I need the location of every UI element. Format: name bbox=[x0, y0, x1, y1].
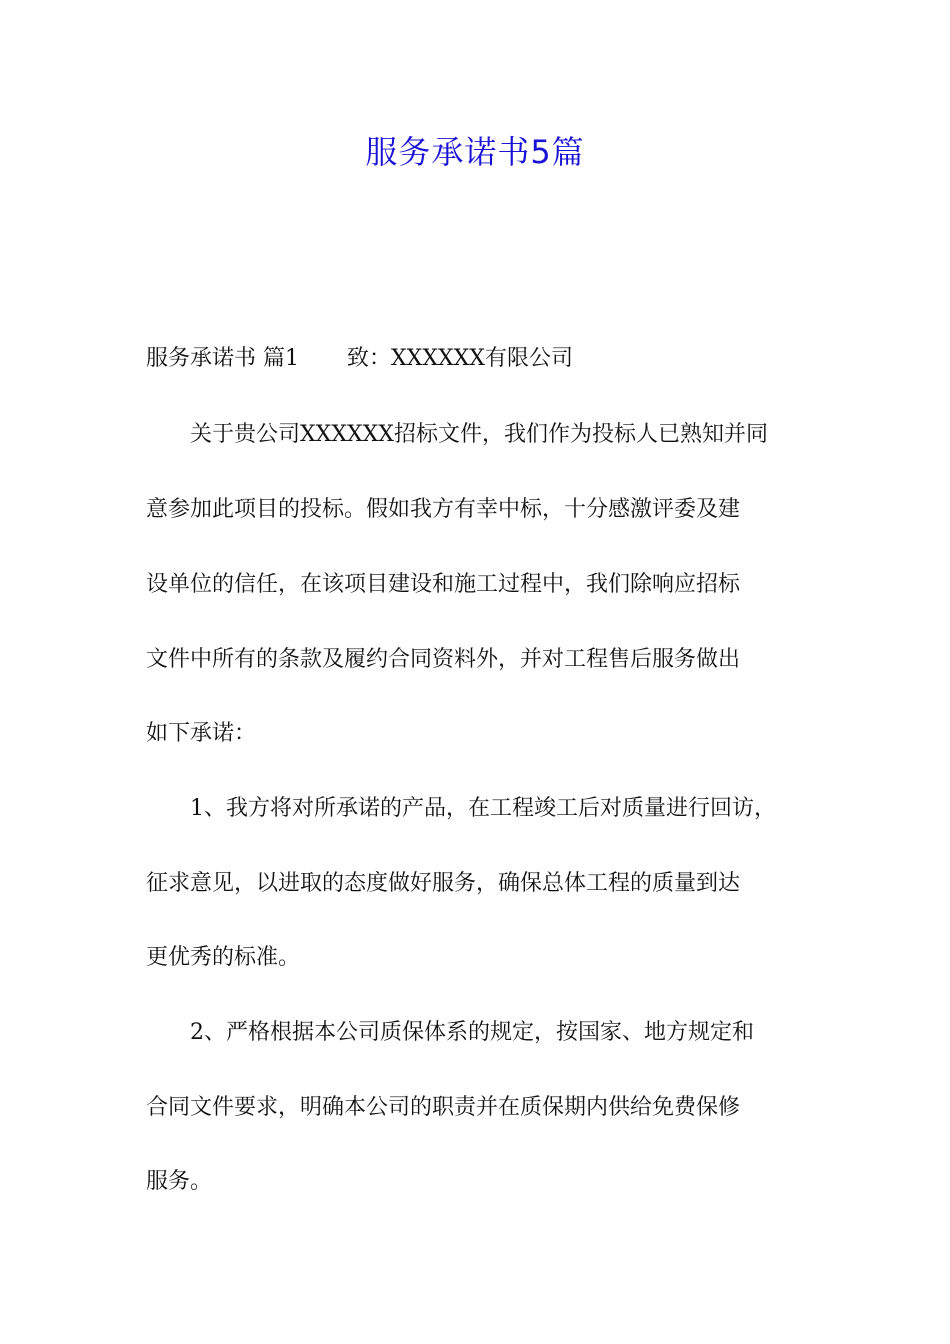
paragraph-line: 关于贵公司XXXXXX招标文件，我们作为投标人已熟知并同 bbox=[190, 422, 768, 447]
paragraph-line: 如下承诺： bbox=[146, 721, 257, 746]
paragraph-line: 征求意见，以进取的态度做好服务，确保总体工程的质量到达 bbox=[146, 871, 741, 896]
addressee: 致：XXXXXX有限公司 bbox=[347, 346, 573, 371]
paragraph-line: 1、我方将对所承诺的产品，在工程竣工后对质量进行回访， bbox=[190, 796, 776, 821]
document-title: 服务承诺书5篇 bbox=[365, 133, 585, 171]
paragraph-line: 更优秀的标准。 bbox=[146, 945, 301, 970]
paragraph-line: 设单位的信任，在该项目建设和施工过程中，我们除响应招标 bbox=[146, 572, 741, 597]
paragraph-line: 服务。 bbox=[146, 1169, 213, 1194]
paragraph-line: 合同文件要求，明确本公司的职责并在质保期内供给免费保修 bbox=[146, 1095, 741, 1120]
paragraph-line: 文件中所有的条款及履约合同资料外，并对工程售后服务做出 bbox=[146, 647, 741, 672]
header-line bbox=[146, 344, 573, 374]
paragraph-line: 意参加此项目的投标。假如我方有幸中标，十分感激评委及建 bbox=[146, 497, 741, 522]
paragraph-line: 2、严格根据本公司质保体系的规定，按国家、地方规定和 bbox=[190, 1020, 754, 1045]
section-label: 服务承诺书 篇1 bbox=[146, 346, 299, 371]
